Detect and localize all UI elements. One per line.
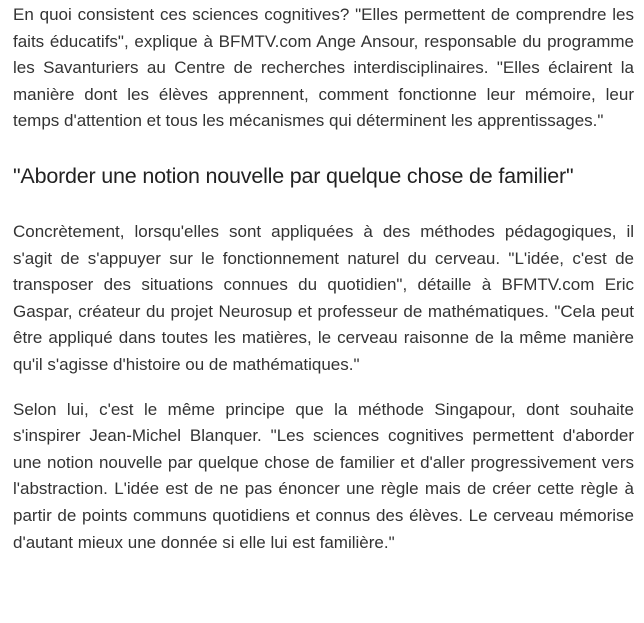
section-heading: "Aborder une notion nouvelle par quelque chose de familier" bbox=[13, 163, 574, 188]
paragraph-concretement: Concrètement, lorsqu'elles sont appliquées à des méthodes pédagogiques, il s'agit de s'appuyer sur le fonctionnement naturel du cerveau. "L'idée, c'est de transposer des situations connues du quotidien", détaille à BFMTV.com Eric Gaspar, créateur du projet Neurosup et professeur de mathématiques. "Cela peut être appliqué dans toutes les matières, le cerveau raisonne de la même manière qu'il s'agisse d'histoire ou de mathématiques." bbox=[13, 221, 634, 374]
paragraph-intro: En quoi consistent ces sciences cognitives? "Elles permettent de comprendre les faits éducatifs", explique à BFMTV.com Ange Ansour, responsable du programme les Savanturiers au Centre de recherches interdisciplinaires. "Elles éclairent la manière dont les élèves apprennent, comment fonctionne leur mémoire, leur temps d'attention et tous les mécanismes qui déterminent les apprentissages." bbox=[13, 5, 634, 131]
paragraph-selon-lui: Selon lui, c'est le même principe que la méthode Singapour, dont souhaite s'inspirer Jean-Michel Blanquer. "Les sciences cognitives permettent d'aborder une notion nouvelle par quelque chose de familier et d'aller progressivement vers l'abstraction. L'idée est de ne pas énoncer une règle mais de créer cette règle à partir de points communs quotidiens et connus des élèves. Le cerveau mémorise d'autant mieux une donnée si elle lui est familière." bbox=[13, 399, 634, 552]
